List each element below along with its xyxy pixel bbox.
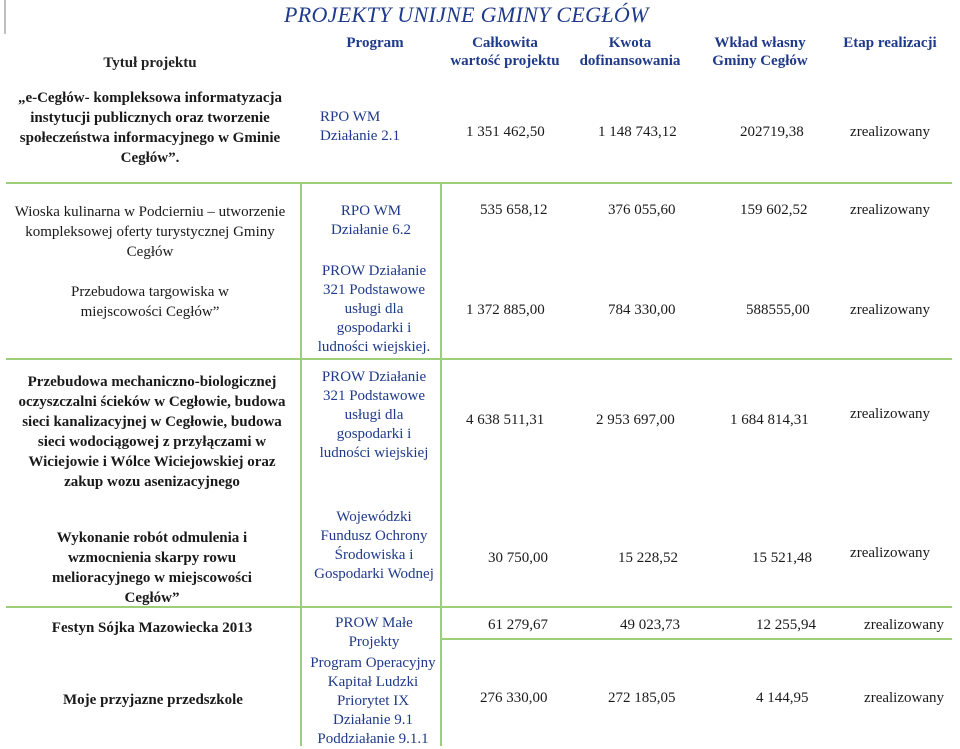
row-1-title: „e-Cegłów- kompleksowa informatyzacja instytucji publicznych oraz tworzenie społeczeństwa informacyjnego w Gminie Cegłów”. xyxy=(17,90,283,166)
row-2-title: Wioska kulinarna w Podcierniu – utworzenie kompleksowej oferty turystycznej Gminy Cegłów xyxy=(14,204,286,260)
row-7-funding: 272 185,05 xyxy=(608,690,676,706)
row-2-program: RPO WM Działanie 6.2 xyxy=(331,203,411,238)
header-project-title: Tytuł projektu xyxy=(103,55,197,71)
row-6-total: 61 279,67 xyxy=(488,617,548,633)
row-1-funding: 1 148 743,12 xyxy=(598,124,677,140)
row-2-total: 535 658,12 xyxy=(480,202,548,218)
row-3-status: zrealizowany xyxy=(850,302,930,318)
row-2-own: 159 602,52 xyxy=(740,202,808,218)
row-5-program: Wojewódzki Fundusz Ochrony Środowiska i Gospodarki Wodnej xyxy=(314,509,434,582)
header-funding: Kwota dofinansowania xyxy=(579,35,681,69)
row-7-title: Moje przyjazne przedszkole xyxy=(63,692,243,708)
row-5-status: zrealizowany xyxy=(850,545,930,561)
column-divider xyxy=(300,182,302,746)
row-3-program: PROW Działanie 321 Podstawowe usługi dla gospodarki i ludności wiejskiej. xyxy=(317,263,431,355)
row-1-status: zrealizowany xyxy=(850,124,930,140)
row-divider xyxy=(6,358,952,360)
row-1-total: 1 351 462,50 xyxy=(466,124,545,140)
row-3-own: 588555,00 xyxy=(746,302,810,318)
row-7-status: zrealizowany xyxy=(864,690,944,706)
row-4-total: 4 638 511,31 xyxy=(466,412,545,428)
row-7-own: 4 144,95 xyxy=(756,690,809,706)
row-divider xyxy=(6,606,952,608)
header-program: Program xyxy=(346,35,404,51)
row-divider-partial xyxy=(440,638,952,640)
header-total-value: Całkowita wartość projektu xyxy=(450,35,560,69)
row-7-total: 276 330,00 xyxy=(480,690,548,706)
header-own-contribution: Wkład własny Gminy Cegłów xyxy=(712,35,808,69)
row-6-program: PROW Małe Projekty xyxy=(335,615,413,650)
row-4-title: Przebudowa mechaniczno-biologicznej oczyszczalni ścieków w Cegłowie, budowa sieci kanalizacyjnej w Cegłowie, budowa sieci wodociągowej z przyłączami w Wiciejowie i Wólce Wiciejowskiej oraz zakup wozu asenizacyjnego xyxy=(18,374,286,490)
row-5-total: 30 750,00 xyxy=(488,550,548,566)
row-4-status: zrealizowany xyxy=(850,406,930,422)
row-6-status: zrealizowany xyxy=(864,617,944,633)
row-4-program: PROW Działanie 321 Podstawowe usługi dla gospodarki i ludności wiejskiej xyxy=(319,369,429,461)
row-5-title: Wykonanie robót odmulenia i wzmocnienia skarpy rowu melioracyjnego w miejscowości Cegłów” xyxy=(52,530,252,606)
row-1-own: 202719,38 xyxy=(740,124,804,140)
row-2-status: zrealizowany xyxy=(850,202,930,218)
row-3-title: Przebudowa targowiska w miejscowości Cegłów” xyxy=(70,284,230,320)
row-6-title: Festyn Sójka Mazowiecka 2013 xyxy=(51,620,253,636)
column-divider xyxy=(440,182,442,746)
row-2-funding: 376 055,60 xyxy=(608,202,676,218)
row-6-funding: 49 023,73 xyxy=(620,617,680,633)
row-divider xyxy=(6,182,952,184)
row-5-own: 15 521,48 xyxy=(752,550,812,566)
row-5-funding: 15 228,52 xyxy=(618,550,678,566)
row-4-own: 1 684 814,31 xyxy=(730,412,809,428)
page-title: PROJEKTY UNIJNE GMINY CEGŁÓW xyxy=(284,2,649,27)
row-1-program: RPO WM Działanie 2.1 xyxy=(320,109,400,144)
header-stage: Etap realizacji xyxy=(843,35,937,51)
row-4-funding: 2 953 697,00 xyxy=(596,412,675,428)
left-margin-bar xyxy=(4,0,6,34)
row-7-program: Program Operacyjny Kapitał Ludzki Priorytet IX Działanie 9.1 Poddziałanie 9.1.1 xyxy=(310,655,436,747)
row-3-funding: 784 330,00 xyxy=(608,302,676,318)
row-6-own: 12 255,94 xyxy=(756,617,816,633)
row-3-total: 1 372 885,00 xyxy=(466,302,545,318)
